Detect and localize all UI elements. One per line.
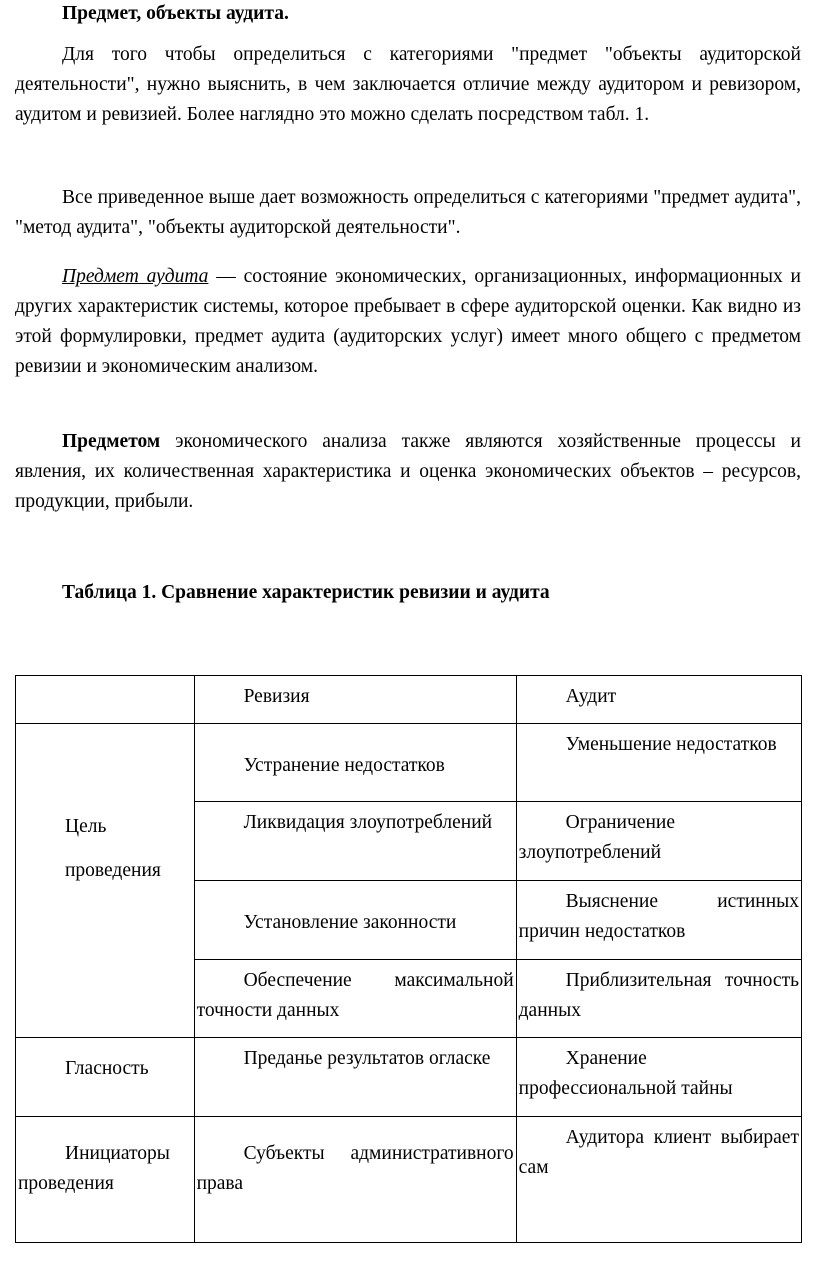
revision-cell: Устранение недостатков [194,724,516,802]
header-audit: Аудит [516,676,801,724]
paragraph-1: Для того чтобы определиться с категориями "предмет "объекты аудиторской деятельности", нужно выяснить, в чем заключается отличие между аудитором и ревизором, аудитом и ревизией. Более наглядно это можно сделать посредством табл. 1. [15,44,801,125]
comparison-table [15,675,802,1243]
table-header-row [16,676,802,724]
goal-label-cell [16,724,195,1038]
paragraph-3 [15,262,801,382]
audit-cell: Уменьшение недостатков [516,724,801,802]
header-revision: Ревизия [194,676,516,724]
audit-cell: Ограничение злоупотреблений [516,802,801,881]
table-row [16,724,802,802]
paragraph-3-text: — состояние экономических, организационных, информационных и других характеристик системы, которое пребывает в сфере аудиторской оценки. Как видно из этой формулировки, предмет аудита (аудиторских услуг) имеет много общего с предметом ревизии и экономическим анализом. [15,266,801,377]
term-subject: Предметом [62,431,161,452]
publicity-label: Гласность [16,1038,195,1117]
audit-cell: Аудитора клиент выбирает сам [516,1117,801,1243]
table-caption: Таблица 1. Сравнение характеристик ревизии и аудита [62,582,550,603]
revision-cell: Ликвидация злоупотреблений [194,802,516,881]
initiators-label: Инициаторы проведения [16,1117,195,1243]
audit-cell: Выяснение истинных причин недостатков [516,881,801,960]
term-audit-subject: Предмет аудита [62,266,209,287]
goal-label-line1: Цель [65,815,107,837]
header-empty-cell [16,676,195,724]
paragraph-2: Все приведенное выше дает возможность определиться с категориями "предмет аудита", "метод аудита", "объекты аудиторской деятельности". [15,187,801,238]
revision-cell: Установление законности [194,881,516,960]
revision-cell: Субъекты административного права [194,1117,516,1243]
table-row [16,1038,802,1117]
table-row [16,1117,802,1243]
revision-cell: Преданье результатов огласке [194,1038,516,1117]
section-heading: Предмет, объекты аудита. [62,3,289,24]
paragraph-4 [15,427,801,517]
revision-cell: Обеспечение максимальной точности данных [194,960,516,1038]
audit-cell: Хранение профессиональной тайны [516,1038,801,1117]
audit-cell: Приблизительная точность данных [516,960,801,1038]
goal-label-line2: проведения [65,859,161,881]
paragraph-4-text: экономического анализа также являются хозяйственные процессы и явления, их количественная характеристика и оценка экономических объектов – ресурсов, продукции, прибыли. [15,431,801,512]
